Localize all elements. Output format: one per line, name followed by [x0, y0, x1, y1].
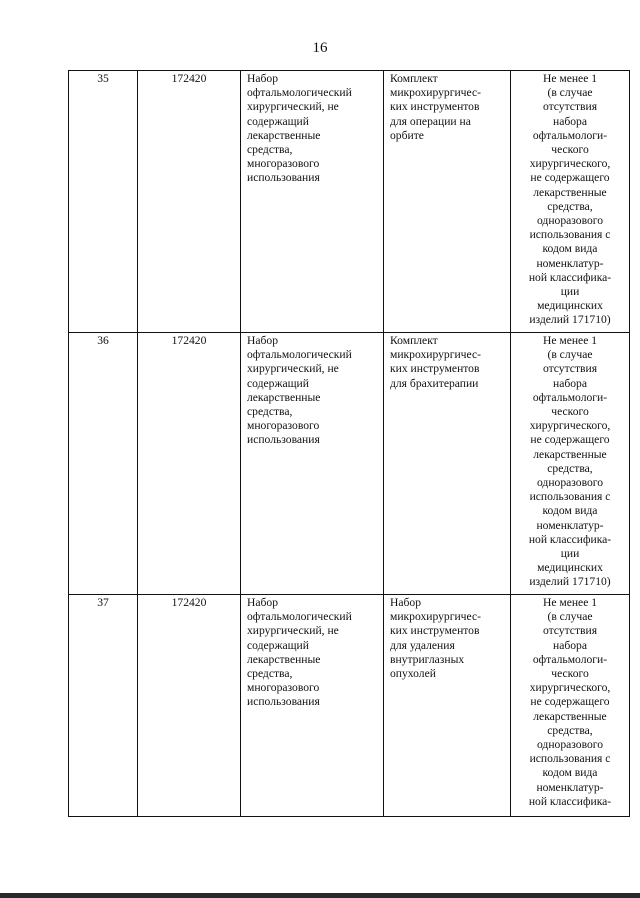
row-number-cell: 36	[69, 333, 138, 595]
table-row	[69, 71, 630, 333]
row-number-cell: 37	[69, 595, 138, 817]
row-number-cell: 35	[69, 71, 138, 333]
item-name-cell: Набор офтальмологический хирургический, не содержащий лекарственные средства, многоразового использования	[241, 333, 384, 595]
item-name-cell: Набор офтальмологический хирургический, не содержащий лекарственные средства, многоразового использования	[241, 71, 384, 333]
table-row	[69, 333, 630, 595]
nomenclature-code-cell: 172420	[138, 333, 241, 595]
scan-bottom-edge	[0, 893, 640, 898]
quantity-cell: Не менее 1 (в случае отсутствия набора офтальмологи- ческого хирургического, не содержащего лекарственные средства, одноразового использования с кодом вида номенклатур- ной классифика-	[511, 595, 630, 817]
nomenclature-code-cell: 172420	[138, 595, 241, 817]
page-number: 16	[312, 40, 328, 56]
nomenclature-code-cell: 172420	[138, 71, 241, 333]
item-description-cell: Комплект микрохирургичес- ких инструментов для брахитерапии	[384, 333, 511, 595]
table-row	[69, 595, 630, 817]
item-description-cell: Комплект микрохирургичес- ких инструментов для операции на орбите	[384, 71, 511, 333]
item-name-cell: Набор офтальмологический хирургический, не содержащий лекарственные средства, многоразового использования	[241, 595, 384, 817]
equipment-table	[68, 70, 630, 817]
quantity-cell: Не менее 1 (в случае отсутствия набора офтальмологи- ческого хирургического, не содержащего лекарственные средства, одноразового использования с кодом вида номенклатур- ной классифика- ции медицинских изделий 171710)	[511, 333, 630, 595]
quantity-cell: Не менее 1 (в случае отсутствия набора офтальмологи- ческого хирургического, не содержащего лекарственные средства, одноразового использования с кодом вида номенклатур- ной классифика- ции медицинских изделий 171710)	[511, 71, 630, 333]
item-description-cell: Набор микрохирургичес- ких инструментов для удаления внутриглазных опухолей	[384, 595, 511, 817]
